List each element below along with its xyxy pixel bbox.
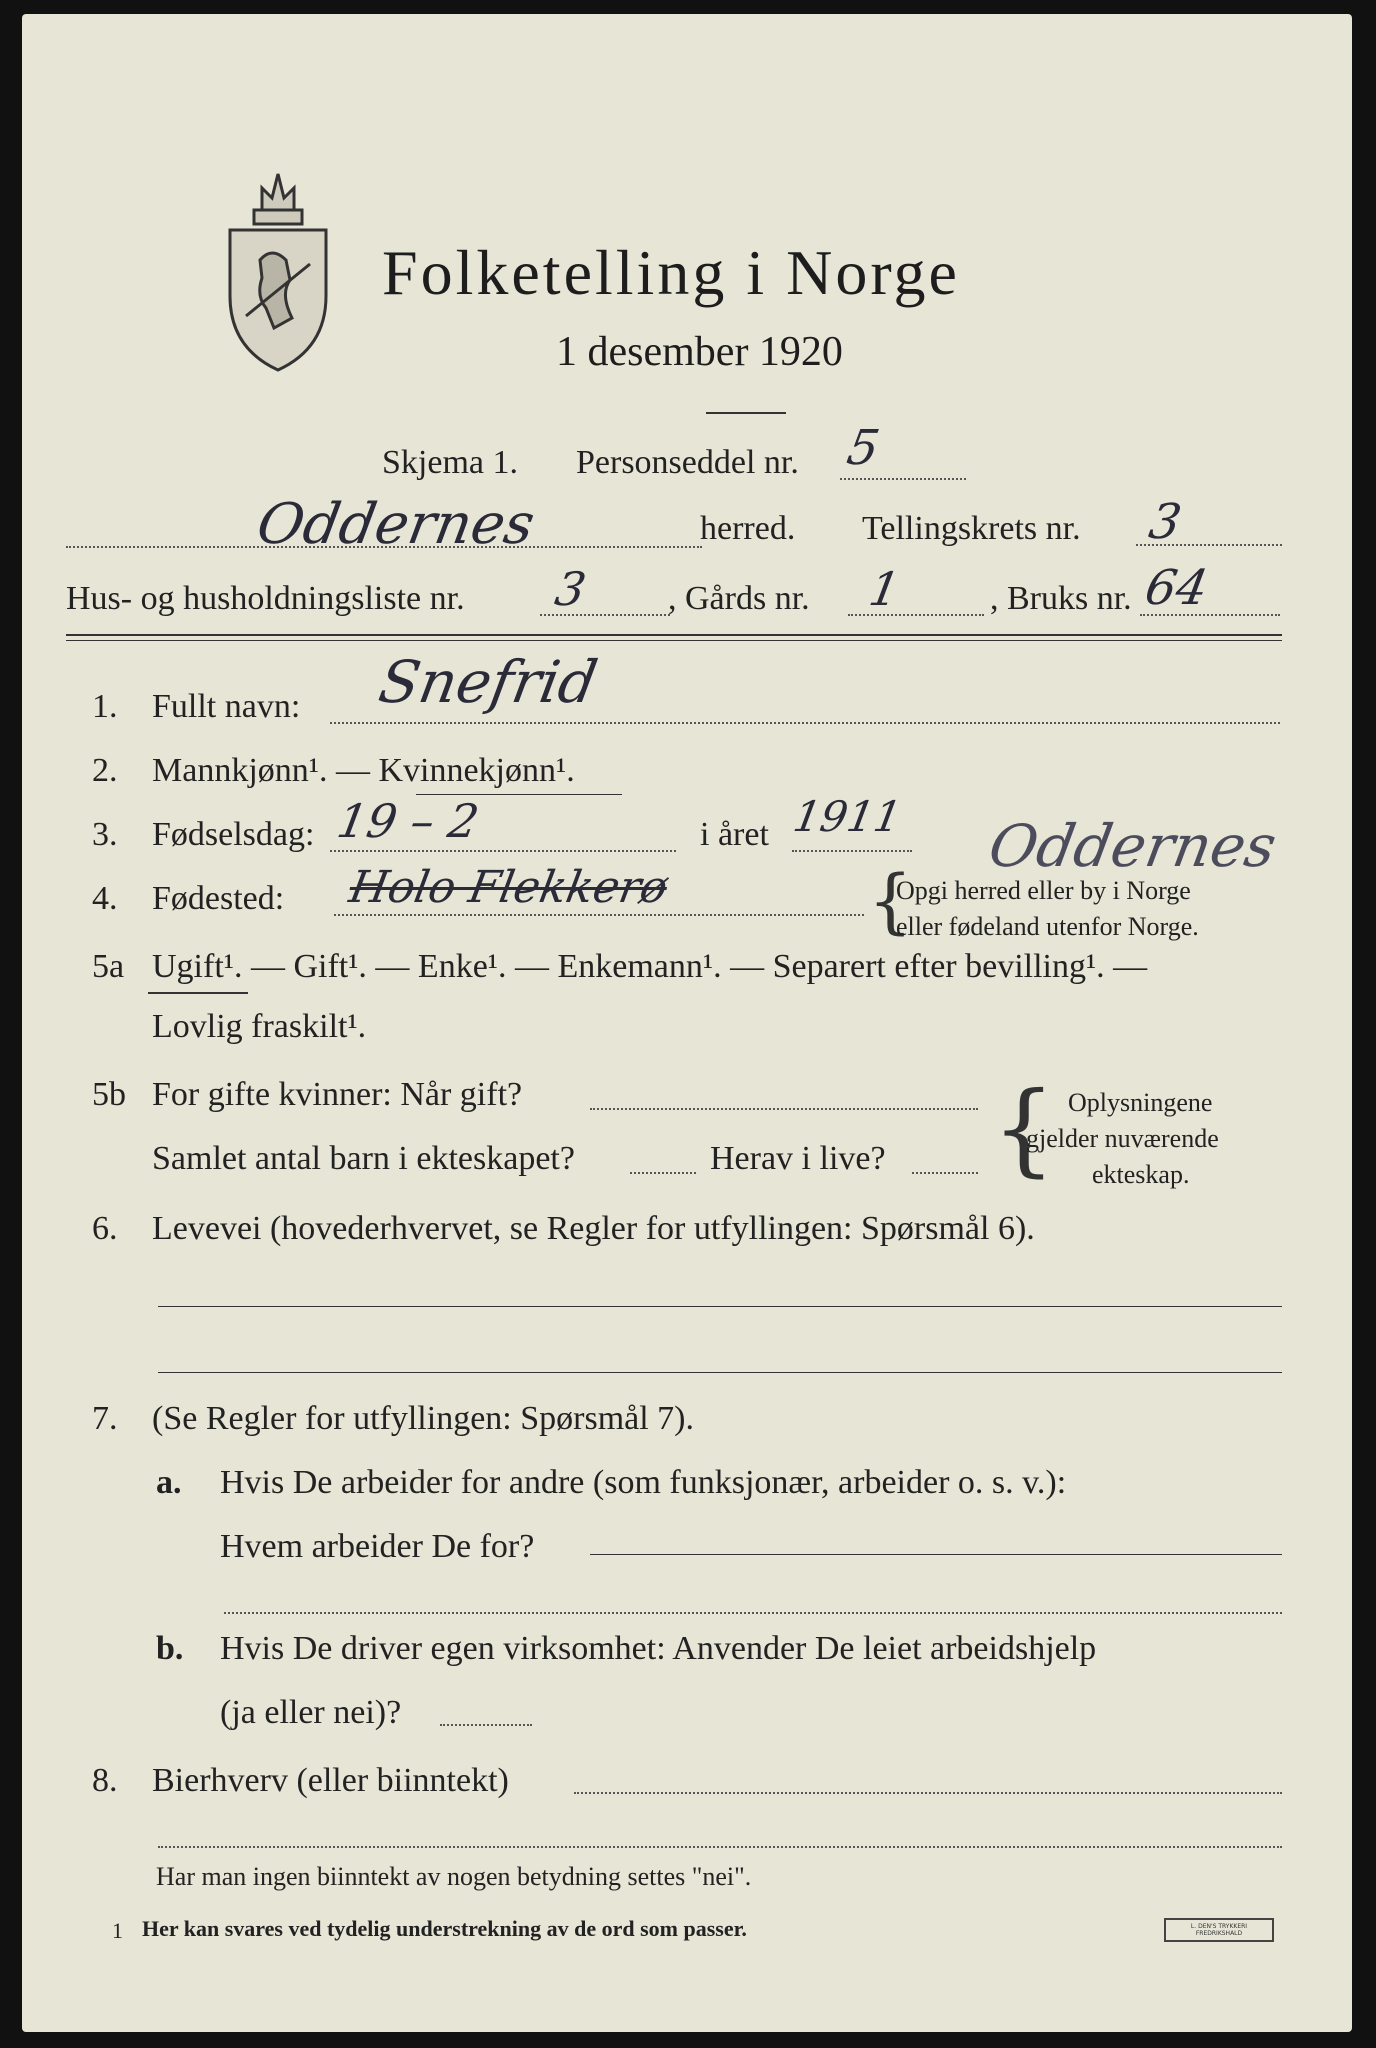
gards-label: , Gårds nr. <box>668 580 810 617</box>
q7b-line <box>440 1724 532 1726</box>
q3-label: Fødselsdag: <box>152 816 315 853</box>
personseddel-value[interactable]: 5 <box>843 420 884 476</box>
q6-line-2 <box>158 1372 1282 1373</box>
q5b-line-2 <box>630 1172 696 1174</box>
q4-brace: { <box>868 860 913 942</box>
q5b-label-2: Samlet antal barn i ekteskapet? <box>152 1140 575 1177</box>
q7a-text: Hvis De arbeider for andre (som funksjonær, arbeider o. s. v.): <box>220 1464 1067 1501</box>
census-date: 1 desember 1920 <box>556 329 843 375</box>
q7a-text-2: Hvem arbeider De for? <box>220 1528 535 1565</box>
header-divider-top <box>66 634 1282 636</box>
q5a-text: Ugift¹. — Gift¹. — Enke¹. — Enkemann¹. — Separert efter bevilling¹. — <box>152 948 1148 985</box>
skjema-label: Skjema 1. <box>382 444 518 481</box>
q5b-label-3: Herav i live? <box>710 1140 886 1177</box>
q5a-number: 5a <box>92 948 125 985</box>
q8-number: 8. <box>92 1762 118 1799</box>
q3-line <box>330 850 676 852</box>
q7b-letter: b. <box>156 1630 184 1667</box>
q5b-note-1: Oplysningene <box>1068 1088 1213 1117</box>
q7b-text-2: (ja eller nei)? <box>220 1694 402 1731</box>
herred-value[interactable]: Oddernes <box>252 492 540 557</box>
q6-number: 6. <box>92 1210 118 1247</box>
printer-stamp <box>1164 1918 1274 1942</box>
q7-text: (Se Regler for utfyllingen: Spørsmål 7). <box>152 1400 695 1437</box>
q8-text: Bierhverv (eller biinntekt) <box>152 1762 509 1799</box>
q3-value[interactable]: 19 – 2 <box>333 794 483 848</box>
q3-number: 3. <box>92 816 118 853</box>
q7a-letter: a. <box>156 1464 182 1501</box>
footnote-text: Her kan svares ved tydelig understrekning av de ord som passer. <box>142 1916 747 1941</box>
tellingskrets-value[interactable]: 3 <box>1145 494 1186 550</box>
title-divider <box>706 412 786 414</box>
q8-line-2 <box>158 1846 1282 1848</box>
husliste-label: Hus- og husholdningsliste nr. <box>66 580 465 617</box>
footnote-number: 1 <box>112 1918 123 1943</box>
q2-text: Mannkjønn¹. — Kvinnekjønn¹. <box>152 752 575 789</box>
q1-label: Fullt navn: <box>152 688 301 725</box>
q6-text: Levevei (hovederhvervet, se Regler for utfyllingen: Spørsmål 6). <box>152 1210 1035 1247</box>
q5b-line-3 <box>912 1172 978 1174</box>
q4-number: 4. <box>92 880 118 917</box>
q7a-line-2 <box>224 1612 1282 1614</box>
q4-value-struck[interactable]: Holo Flekkerø <box>345 862 672 913</box>
form-title: Folketelling i Norge <box>382 237 960 308</box>
bruks-value[interactable]: 64 <box>1141 560 1213 616</box>
q5a-text-2: Lovlig fraskilt¹. <box>152 1008 367 1045</box>
q8-note: Har man ingen biinntekt av nogen betydning settes "nei". <box>156 1862 752 1891</box>
herred-label: herred. <box>700 510 796 547</box>
q4-label: Fødested: <box>152 880 285 917</box>
q4-value[interactable]: Oddernes <box>984 812 1282 880</box>
personseddel-line <box>840 478 966 480</box>
q7a-line-1 <box>590 1554 1282 1555</box>
q1-value[interactable]: Snefrid <box>374 648 603 716</box>
q1-number: 1. <box>92 688 118 725</box>
personseddel-label: Personseddel nr. <box>576 444 799 481</box>
q4-line <box>334 914 864 916</box>
q5b-note-2: gjelder nuværende <box>1026 1124 1219 1153</box>
husliste-value[interactable]: 3 <box>551 562 591 616</box>
q5b-line-1 <box>590 1108 978 1110</box>
printer-stamp-text: L. DEN'S TRYKKERI FREDRIKSHALD <box>1190 1923 1248 1937</box>
q4-note-1: Opgi herred eller by i Norge <box>896 876 1191 905</box>
tellingskrets-label: Tellingskrets nr. <box>862 510 1081 547</box>
q3-year-value[interactable]: 1911 <box>789 792 906 841</box>
q6-line-1 <box>158 1306 1282 1307</box>
q5b-label-1: For gifte kvinner: Når gift? <box>152 1076 523 1113</box>
q7b-text: Hvis De driver egen virksomhet: Anvender De leiet arbeidshjelp <box>220 1630 1097 1667</box>
q4-note-2: eller fødeland utenfor Norge. <box>896 912 1199 941</box>
q5b-number: 5b <box>92 1076 126 1113</box>
q5a-underline <box>148 992 248 994</box>
q8-line-1 <box>574 1792 1282 1794</box>
q7-number: 7. <box>92 1400 118 1437</box>
q5b-note-3: ekteskap. <box>1092 1160 1190 1189</box>
norway-coat-of-arms-icon <box>222 168 334 374</box>
q3-year-label: i året <box>700 816 769 853</box>
bruks-label: , Bruks nr. <box>990 580 1132 617</box>
q3-year-line <box>792 850 912 852</box>
q2-number: 2. <box>92 752 118 789</box>
q1-line <box>330 722 1280 724</box>
q5b-brace: { <box>992 1070 1056 1187</box>
header-divider-bottom <box>66 640 1282 641</box>
gards-value[interactable]: 1 <box>865 562 905 616</box>
